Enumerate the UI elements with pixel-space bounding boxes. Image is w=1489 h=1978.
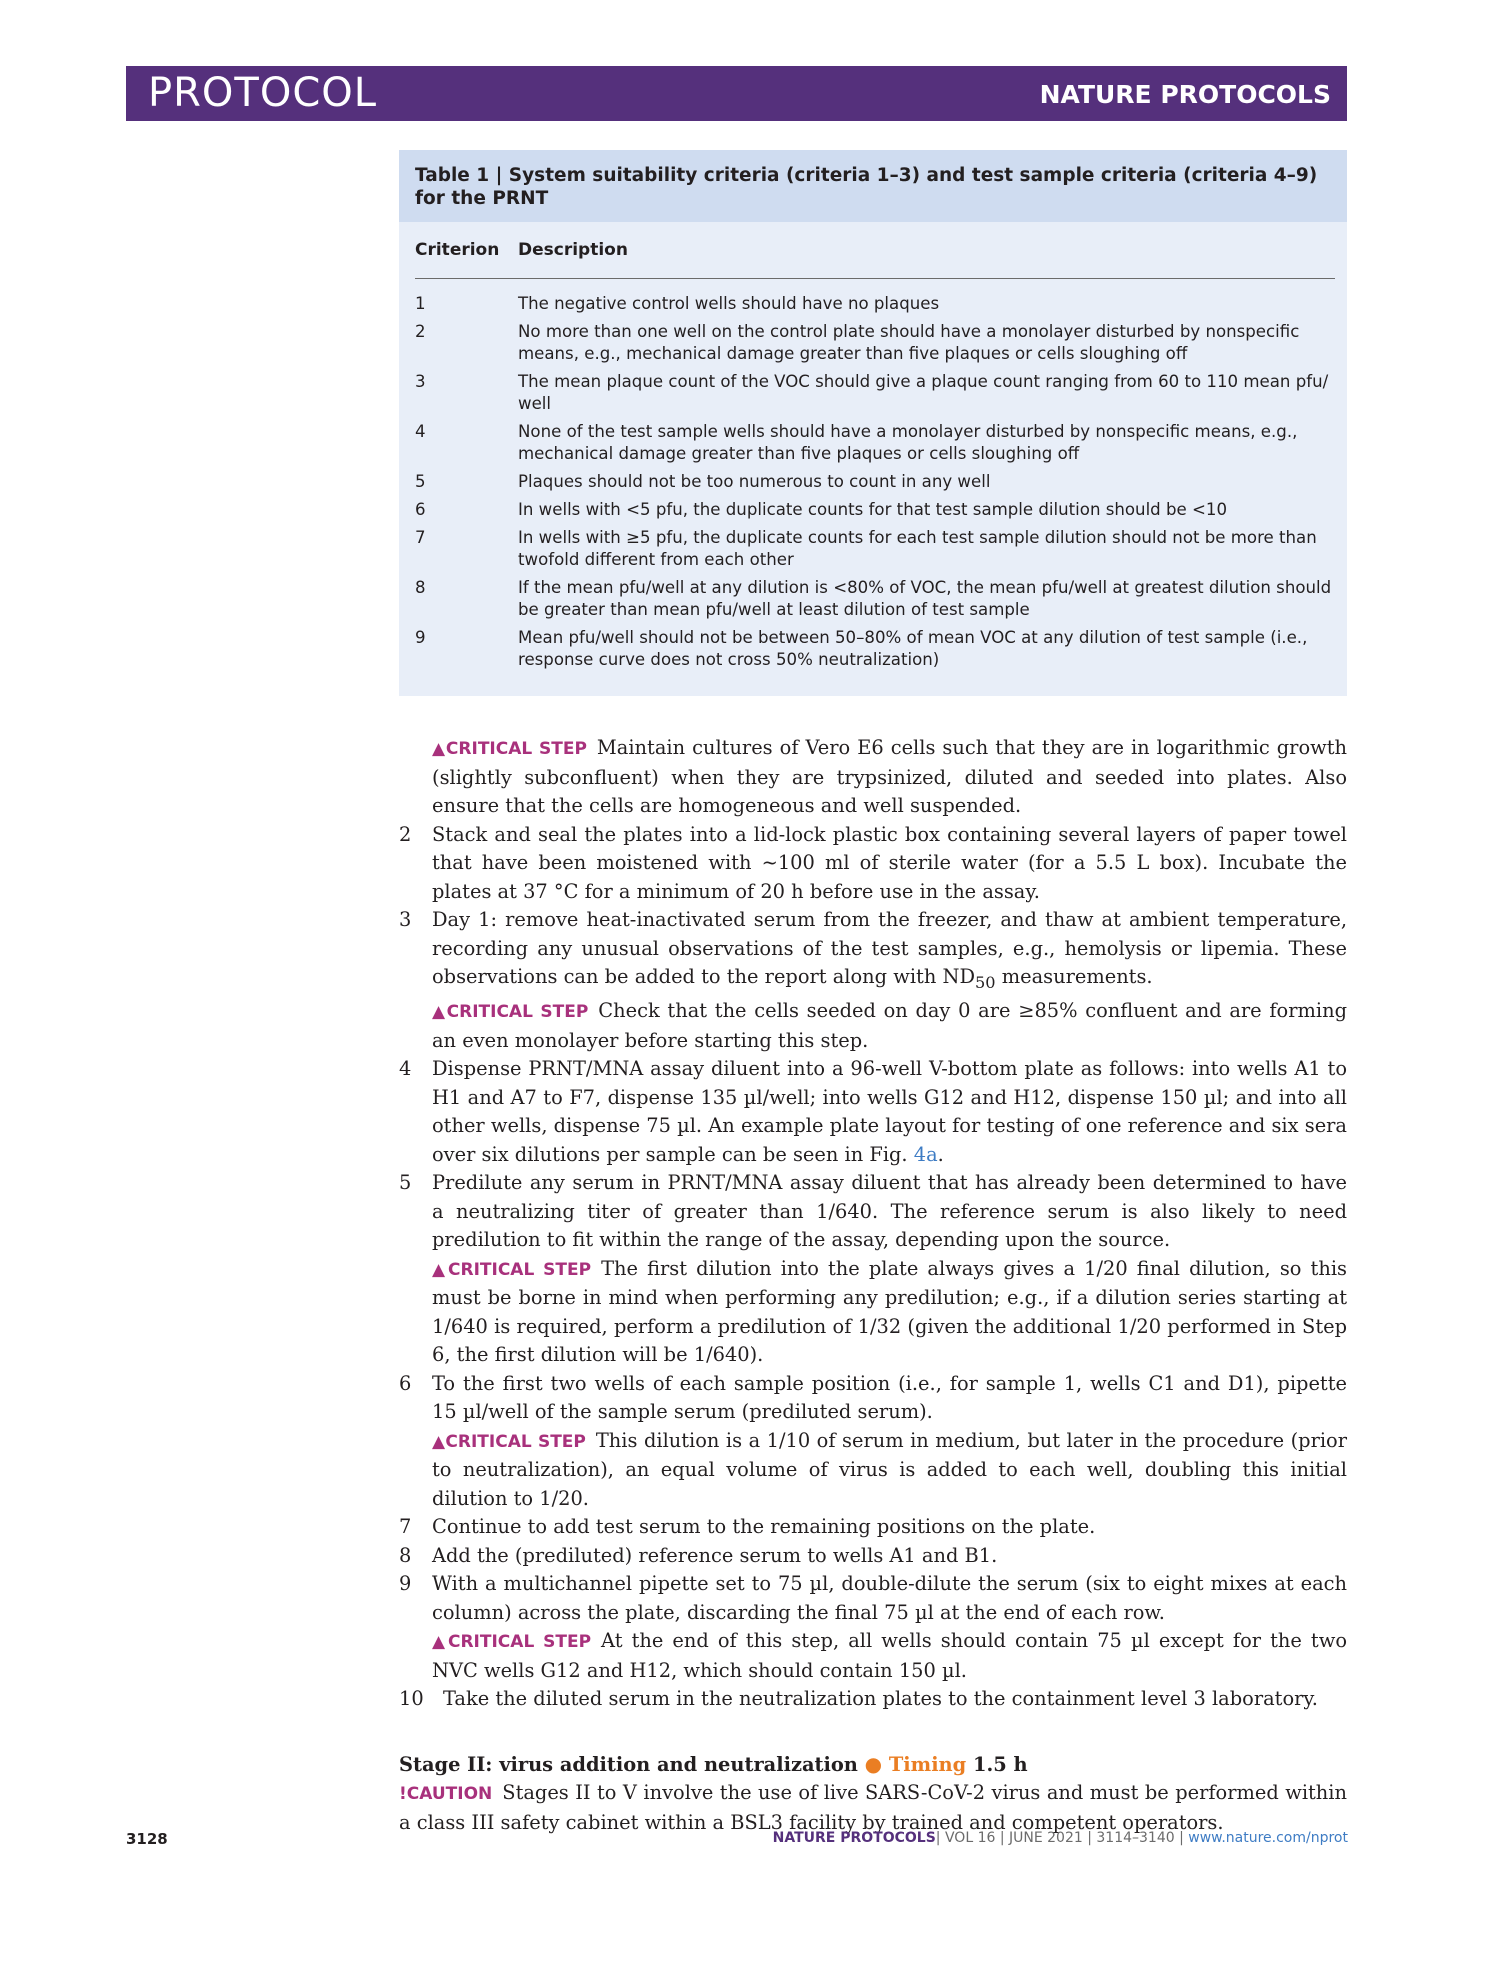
step-number: 9 — [399, 1572, 412, 1596]
caution-paragraph — [399, 1779, 1347, 1837]
critical-label: ▲CRITICAL STEP — [432, 1259, 592, 1280]
step-7 — [399, 1513, 1347, 1542]
table-title: Table 1 | System suitability criteria (criteria 1–3) and test sample criteria (criteria 4–9) for the PRNT — [399, 150, 1347, 222]
step-text: Stack and seal the plates into a lid-lock plastic box containing several layers of paper towel that have been moistened with ~100 ml of sterile water (for a 5.5 L box). Incubate the plates at 37 °C for a minimum of 20 h before use in the assay. — [432, 822, 1347, 903]
step-text: With a multichannel pipette set to 75 µl, double-dilute the serum (six to eight mixes at each column) across the plate, discarding the final 75 µl at the end of each row. — [432, 1572, 1347, 1624]
footer-journal: NATURE PROTOCOLS — [772, 1830, 936, 1846]
critical-label: ▲CRITICAL STEP — [432, 1431, 586, 1452]
journal-name: NATURE PROTOCOLS — [1039, 80, 1331, 109]
table-column-headers — [399, 222, 1347, 278]
step-number: 2 — [399, 822, 412, 846]
stage-heading — [399, 1750, 1347, 1780]
criterion-number: 2 — [415, 322, 426, 341]
table-row — [415, 293, 1335, 315]
caution-text: Stages II to V involve the use of live SARS-CoV-2 virus and must be performed within a class III safety cabinet within a BSL3 facility by trained and competent operators. — [399, 1781, 1347, 1834]
subscript-50: 50 — [975, 972, 996, 992]
step-text: Add the (prediluted) reference serum to wells A1 and B1. — [432, 1543, 998, 1567]
criterion-description: The negative control wells should have no plaques — [518, 294, 940, 313]
criterion-description: No more than one well on the control plate should have a monolayer disturbed by nonspecific means, e.g., mechanical damage greater than five plaques or cells sloughing off — [518, 322, 1300, 363]
critical-step-1 — [399, 734, 1347, 821]
stage-title: Stage II: virus addition and neutralization — [399, 1752, 858, 1776]
step-number: 8 — [399, 1543, 412, 1567]
critical-step-6 — [399, 1427, 1347, 1514]
step-number: 4 — [399, 1057, 412, 1081]
step-3 — [399, 906, 1347, 997]
timing-dot-icon: ● — [864, 1751, 883, 1776]
criterion-description: Mean pfu/well should not be between 50–80% of mean VOC at any dilution of test sample (i.e., response curve does not cross 50% neutralization) — [518, 628, 1308, 669]
step-text: measurements. — [995, 965, 1153, 988]
step-number: 3 — [399, 908, 412, 931]
step-text: Take the diluted serum in the neutralization plates to the containment level 3 laboratory. — [443, 1687, 1318, 1711]
criterion-number: 1 — [415, 294, 426, 313]
step-number: 5 — [399, 1171, 412, 1195]
step-text: To the first two wells of each sample position (i.e., for sample 1, wells C1 and D1), pipette 15 µl/well of the sample serum (prediluted serum). — [432, 1371, 1347, 1424]
critical-text: The first dilution into the plate always gives a 1/20 final dilution, so this must be borne in mind when performing any predilution; e.g., if a dilution series starting at 1/640 is required, perform a predilution of 1/32 (given the additional 1/20 performed in Step 6, the first dilution will be 1/640). — [432, 1256, 1347, 1367]
criterion-description: The mean plaque count of the VOC should give a plaque count ranging from 60 to 110 mean pfu/ well — [518, 372, 1329, 413]
critical-step-5 — [399, 1255, 1347, 1370]
criterion-number: 8 — [415, 578, 426, 597]
table-row — [415, 527, 1335, 571]
procedure-text — [399, 734, 1347, 1837]
step-number: 10 — [399, 1687, 424, 1711]
step-9 — [399, 1570, 1347, 1627]
column-criterion: Criterion — [415, 240, 500, 260]
criterion-number: 5 — [415, 472, 426, 491]
step-10 — [399, 1685, 1347, 1714]
critical-label: ▲CRITICAL STEP — [432, 1002, 589, 1023]
criteria-table — [399, 150, 1347, 696]
figure-link[interactable]: 4a — [913, 1142, 938, 1166]
critical-step-3 — [399, 997, 1347, 1055]
critical-text: This dilution is a 1/10 of serum in medium, but later in the procedure (prior to neutralization), an equal volume of virus is added to each well, doubling this initial dilution to 1/20. — [432, 1428, 1347, 1510]
critical-text: Maintain cultures of Vero E6 cells such that they are in logarithmic growth (slightly subconfluent) when they are trypsinized, diluted and seeded into plates. Also ensure that the cells are homogeneous and well suspended. — [432, 736, 1347, 817]
step-number: 7 — [399, 1515, 412, 1539]
step-text: Continue to add test serum to the remaining positions on the plate. — [432, 1515, 1096, 1539]
criterion-description: If the mean pfu/well at any dilution is <80% of VOC, the mean pfu/well at greatest dilution should be greater than mean pfu/well at least dilution of test sample — [518, 578, 1332, 619]
criterion-number: 3 — [415, 372, 426, 391]
critical-label: ▲CRITICAL STEP — [432, 1632, 592, 1653]
table-row — [415, 421, 1335, 465]
step-6 — [399, 1370, 1347, 1427]
table-row — [415, 499, 1335, 521]
criterion-description: Plaques should not be too numerous to count in any well — [518, 472, 991, 491]
footer-citation — [773, 1830, 1348, 1846]
criterion-number: 4 — [415, 422, 426, 441]
critical-text: Check that the cells seeded on day 0 are ≥85% confluent and are forming an even monolayer before starting this step. — [432, 999, 1347, 1052]
step-text: . — [937, 1142, 944, 1166]
table-row — [415, 371, 1335, 415]
timing-value: 1.5 h — [972, 1752, 1028, 1776]
critical-step-9 — [399, 1627, 1347, 1685]
footer-volume: | VOL 16 | JUNE 2021 | 3114–3140 | — [935, 1830, 1189, 1846]
step-5 — [399, 1169, 1347, 1255]
step-number: 6 — [399, 1371, 412, 1395]
criterion-number: 6 — [415, 500, 426, 519]
table-row — [415, 471, 1335, 493]
page-number: 3128 — [126, 1830, 168, 1848]
timing-label: Timing — [888, 1752, 967, 1776]
step-text: Dispense PRNT/MNA assay diluent into a 96-well V-bottom plate as follows: into wells A1 to H1 and A7 to F7, dispense 135 µl/well; into wells G12 and H12, dispense 150 µl; and into all other wells, dispense 75 µl. An example plate layout for testing of one reference and six sera over six dilutions per sample can be seen in Fig. — [432, 1057, 1347, 1166]
table-rows — [415, 293, 1335, 677]
table-row — [415, 627, 1335, 671]
step-text: Predilute any serum in PRNT/MNA assay diluent that has already been determined to have a neutralizing titer of greater than 1/640. The reference serum is also likely to need predilution to fit within the range of the assay, depending upon the source. — [432, 1171, 1347, 1252]
section-label: PROTOCOL — [148, 70, 378, 116]
criterion-number: 9 — [415, 628, 426, 647]
table-rule — [415, 278, 1335, 279]
footer-url[interactable]: www.nature.com/nprot — [1188, 1830, 1348, 1846]
criterion-description: In wells with ≥5 pfu, the duplicate counts for each test sample dilution should not be more than twofold different from each other — [518, 528, 1317, 569]
column-description: Description — [518, 240, 628, 260]
table-row — [415, 577, 1335, 621]
step-text: Day 1: remove heat-inactivated serum from the freezer, and thaw at ambient temperature, recording any unusual observations of the test samples, e.g., hemolysis or lipemia. These observations can be added to the report along with ND — [432, 908, 1347, 988]
caution-label: !CAUTION — [399, 1784, 493, 1805]
criterion-description: In wells with <5 pfu, the duplicate counts for that test sample dilution should be <10 — [518, 500, 1228, 519]
step-2 — [399, 821, 1347, 907]
critical-text: At the end of this step, all wells should contain 75 µl except for the two NVC wells G12 and H12, which should contain 150 µl. — [432, 1629, 1347, 1682]
header-banner — [126, 66, 1347, 121]
criterion-description: None of the test sample wells should have a monolayer disturbed by nonspecific means, e.g., mechanical damage greater than five plaques or cells sloughing off — [518, 422, 1298, 463]
step-4 — [399, 1055, 1347, 1169]
table-row — [415, 321, 1335, 365]
critical-label: ▲CRITICAL STEP — [432, 739, 587, 759]
step-8 — [399, 1542, 1347, 1571]
criterion-number: 7 — [415, 528, 426, 547]
